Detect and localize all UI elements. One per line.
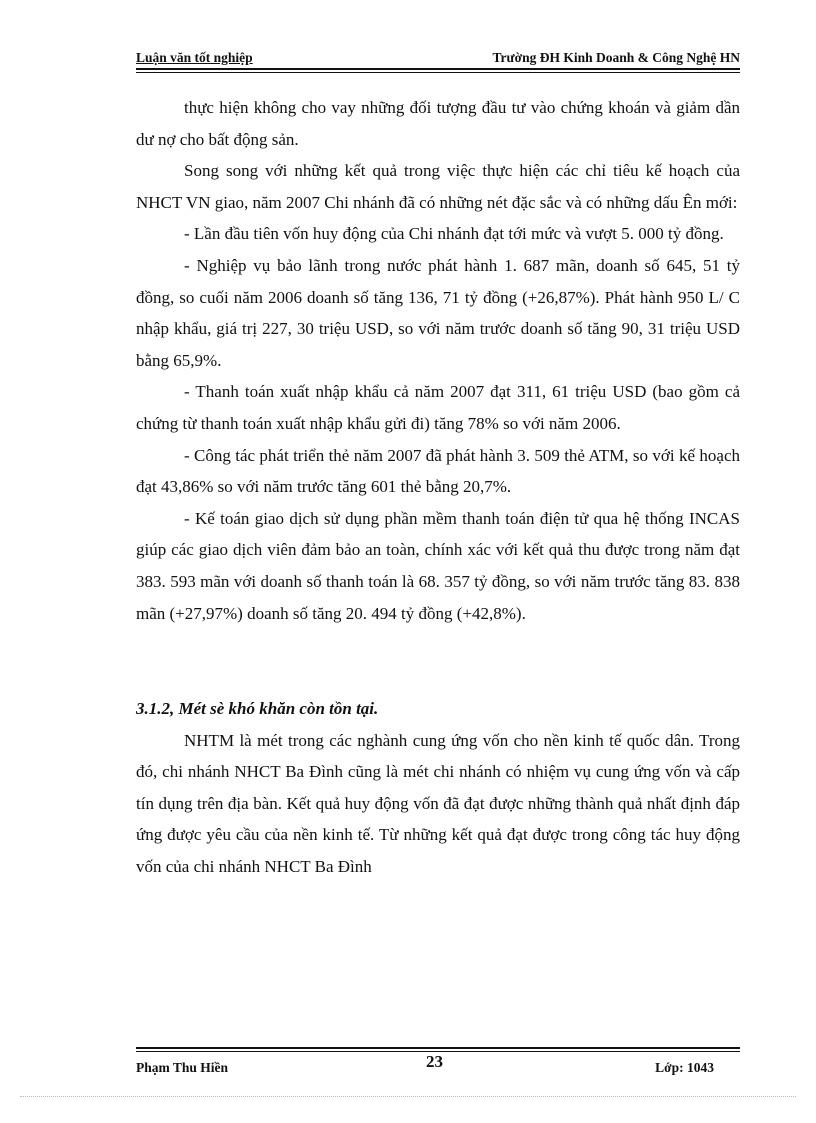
page-number: 23 xyxy=(426,1052,443,1071)
bullet-paragraph-2: - Nghiệp vụ bảo lãnh trong nước phát hành 1. 687 mãn, doanh số 645, 51 tỷ đồng, so cuối năm 2006 doanh số tăng 136, 71 tỷ đồng (+26,87%). Phát hành 950 L/ C nhập khẩu, giá trị 227, 30 triệu USD, so với năm trước doanh số tăng 90, 31 triệu USD bằng 65,9%. xyxy=(136,255,740,370)
bullet-paragraph-3: - Thanh toán xuất nhập khẩu cả năm 2007 đạt 311, 61 triệu USD (bao gồm cả chứng từ thanh toán xuất nhập khẩu gửi đi) tăng 78% so với năm 2006. xyxy=(136,382,740,433)
bullet-paragraph-5: - Kế toán giao dịch sử dụng phần mềm thanh toán điện tử qua hệ thống INCAS giúp các giao dịch viên đảm bảo an toàn, chính xác với kết quả thu được trong năm đạt 383. 593 mãn với doanh số thanh toán là 68. 357 tỷ đồng, so với năm trước tăng 83. 838 mãn (+27,97%) doanh số tăng 20. 494 tỷ đồng (+42,8%). xyxy=(136,508,740,623)
header-thesis-label: Luận văn tốt nghiệp xyxy=(136,50,253,65)
header-rule-thick xyxy=(136,68,740,70)
page-bottom-dotted-rule xyxy=(20,1096,796,1097)
footer-rule-thick xyxy=(136,1047,740,1049)
paragraph-1: thực hiện không cho vay những đối tượng đầu tư vào chứng khoán và giảm dần dư nợ cho bất động sản. xyxy=(136,98,740,149)
section-paragraph: NHTM là mét trong các nghành cung ứng vốn cho nền kinh tế quốc dân. Trong đó, chi nhánh NHCT Ba Đình cũng là mét chi nhánh có nhiệm vụ cung ứng vốn và cấp tín dụng trên địa bàn. Kết quả huy động vốn đã đạt được những thành quả nhất định đáp ứng được yêu cầu của nền kinh tế. Từ những kết quả đạt được trong công tác huy động vốn của chi nhánh NHCT Ba Đình xyxy=(136,730,740,877)
footer-class-label: Lớp: 1043 xyxy=(655,1060,714,1075)
page-header xyxy=(136,48,740,66)
paragraph-2: Song song với những kết quả trong việc thực hiện các chỉ tiêu kế hoạch của NHCT VN giao, năm 2007 Chi nhánh đã có những nét đặc sắc và có những dấu Ên mới: xyxy=(136,161,740,212)
page-footer xyxy=(136,1052,740,1076)
footer-author: Phạm Thu Hiền xyxy=(136,1060,229,1075)
bullet-paragraph-1: - Lần đầu tiên vốn huy động của Chi nhánh đạt tới mức và vượt 5. 000 tỷ đồng. xyxy=(184,224,724,244)
header-university-label: Trường ĐH Kinh Doanh & Công Nghệ HN xyxy=(492,50,740,65)
section-heading: 3.1.2, Mét sè khó khăn còn tồn tại. xyxy=(136,699,379,719)
header-rule-thin xyxy=(136,72,740,73)
page-body xyxy=(136,92,740,883)
bullet-paragraph-4: - Công tác phát triển thẻ năm 2007 đã phát hành 3. 509 thẻ ATM, so với kế hoạch đạt 43,86% so với năm trước tăng 601 thẻ bằng 20,7%. xyxy=(136,445,740,497)
